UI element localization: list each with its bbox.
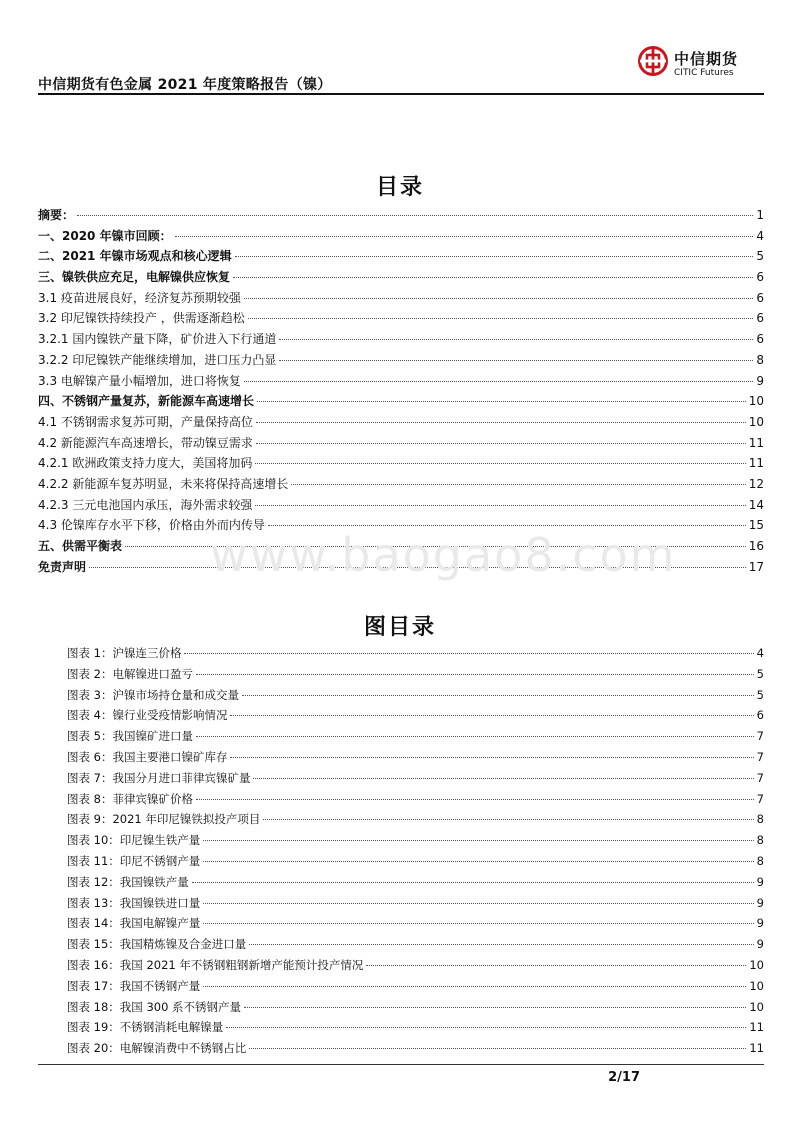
figure-entry-label[interactable]: 图表 7：我国分月进口菲律宾镍矿量 <box>67 770 251 785</box>
figure-entry[interactable] <box>67 999 764 1020</box>
figure-entry[interactable] <box>67 1040 764 1061</box>
figure-entry-label[interactable]: 图表 1：沪镍连三价格 <box>67 646 182 660</box>
dot-leader <box>203 986 746 987</box>
figure-entry[interactable] <box>67 811 764 832</box>
figure-entry-page[interactable]: 5 <box>756 687 764 702</box>
figure-entry[interactable] <box>67 957 764 978</box>
toc-entry-page[interactable]: 10 <box>748 414 764 429</box>
toc-entry-label[interactable]: 4.2 新能源汽车高速增长，带动镍豆需求 <box>38 435 253 450</box>
figure-entry[interactable] <box>67 832 764 853</box>
dot-leader <box>196 674 754 675</box>
toc-entry[interactable] <box>38 454 764 475</box>
toc-entry-page[interactable]: 6 <box>756 270 764 285</box>
dot-leader <box>226 1027 746 1028</box>
figure-entry-label[interactable]: 图表 4：镍行业受疫情影响情况 <box>67 708 228 723</box>
figure-entry[interactable] <box>67 770 764 791</box>
toc-entry[interactable] <box>38 227 764 248</box>
figure-entry[interactable] <box>67 853 764 874</box>
figure-entry-label[interactable]: 图表 10：印尼镍生铁产量 <box>67 833 201 848</box>
figure-entry-label[interactable]: 图表 2：电解镍进口盈亏 <box>67 666 193 681</box>
dot-leader <box>230 757 753 758</box>
toc-entry-label[interactable]: 4.2.3 三元电池国内承压，海外需求较强 <box>38 497 253 512</box>
dot-leader <box>77 215 753 216</box>
toc-entry[interactable] <box>38 351 764 372</box>
dot-leader <box>244 298 753 299</box>
figure-entry-page[interactable]: 9 <box>756 937 764 952</box>
toc-entry[interactable] <box>38 289 764 310</box>
dot-leader <box>257 401 746 402</box>
figure-entry[interactable] <box>67 728 764 749</box>
dot-leader <box>175 236 754 237</box>
toc-entry-page[interactable]: 17 <box>748 559 764 574</box>
toc-entry-label[interactable]: 二、2021 年镍市场观点和核心逻辑 <box>38 249 232 264</box>
dot-leader <box>203 923 753 924</box>
toc-entry-page[interactable]: 4 <box>756 228 764 243</box>
figure-entry-page[interactable]: 4 <box>756 646 764 660</box>
dot-leader <box>256 443 746 444</box>
figure-entry[interactable] <box>67 874 764 895</box>
dot-leader <box>263 819 753 820</box>
logo-name-cn: 中信期货 <box>674 50 739 68</box>
figure-entry-label[interactable]: 图表 5：我国镍矿进口量 <box>67 729 193 744</box>
toc-entry-label[interactable]: 五、供需平衡表 <box>38 539 123 553</box>
figure-entry-page[interactable]: 5 <box>756 666 764 681</box>
dot-leader <box>291 484 745 485</box>
figure-entry-label[interactable]: 图表 19：不锈钢消耗电解镍量 <box>67 1020 224 1035</box>
toc-entry-label[interactable]: 4.1 不锈钢需求复苏可期，产量保持高位 <box>38 414 253 429</box>
toc-entry-label[interactable]: 4.2.1 欧洲政策支持力度大，美国将加码 <box>38 456 253 471</box>
figure-entry-page[interactable]: 11 <box>749 1020 764 1035</box>
report-title: 中信期货有色金属 2021 年度策略报告（镍） <box>38 77 332 93</box>
figure-entry-page[interactable]: 8 <box>756 812 764 827</box>
figure-entry-page[interactable]: 7 <box>756 729 764 744</box>
dot-leader <box>256 422 746 423</box>
toc-entry-label[interactable]: 3.2 印尼镍铁持续投产 ，供需逐渐趋松 <box>38 311 245 326</box>
footer-divider <box>38 1064 764 1065</box>
toc-entry-label[interactable]: 3.2.1 国内镍铁产量下降，矿价进入下行通道 <box>38 332 277 347</box>
toc-entry-page[interactable]: 11 <box>748 435 764 450</box>
toc-entry-page[interactable]: 14 <box>748 497 764 512</box>
dot-leader <box>255 505 745 506</box>
figure-entry-page[interactable]: 8 <box>756 833 764 848</box>
figure-entry-page[interactable]: 9 <box>756 874 764 889</box>
figure-entry[interactable] <box>67 666 764 687</box>
figure-entry-page[interactable]: 7 <box>756 770 764 785</box>
dot-leader <box>235 256 754 257</box>
figure-entry[interactable] <box>67 791 764 812</box>
figure-entry[interactable] <box>67 936 764 957</box>
figure-entry-label[interactable]: 图表 14：我国电解镍产量 <box>67 916 201 931</box>
dot-leader <box>366 965 746 966</box>
page-number: 2/17 <box>608 1070 640 1085</box>
company-logo <box>638 44 760 84</box>
figure-entry-label[interactable]: 图表 20：电解镍消费中不锈钢占比 <box>67 1041 247 1056</box>
figure-entry-page[interactable]: 9 <box>756 916 764 931</box>
figure-entry-page[interactable]: 10 <box>749 978 764 993</box>
dot-leader <box>249 1048 746 1049</box>
figure-entry[interactable] <box>67 895 764 916</box>
dot-leader <box>268 525 746 526</box>
figure-entry-page[interactable]: 10 <box>749 957 764 972</box>
dot-leader <box>192 882 754 883</box>
toc-entry-page[interactable]: 16 <box>748 539 764 553</box>
toc-entry[interactable] <box>38 392 764 413</box>
toc-entry[interactable] <box>38 330 764 351</box>
dot-leader <box>230 715 753 716</box>
logo-name-en: CITIC Futures <box>674 68 734 78</box>
toc-entry[interactable] <box>38 434 764 455</box>
figure-entry-label[interactable]: 图表 15：我国精炼镍及合金进口量 <box>67 937 247 952</box>
figure-list-title: 图目录 <box>363 615 436 640</box>
toc-entry-label[interactable]: 4.3 伦镍库存水平下移，价格由外而内传导 <box>38 518 265 533</box>
toc-entry-page[interactable]: 6 <box>756 311 764 326</box>
dot-leader <box>249 944 753 945</box>
dot-leader <box>255 463 745 464</box>
toc-entry-label[interactable]: 3.2.2 印尼镍铁产能继续增加，进口压力凸显 <box>38 352 277 367</box>
dot-leader <box>196 736 754 737</box>
figure-entry-page[interactable]: 9 <box>756 895 764 910</box>
toc-entry[interactable] <box>38 247 764 268</box>
dot-leader <box>244 381 753 382</box>
figure-entry-page[interactable]: 8 <box>756 853 764 868</box>
dot-leader <box>196 799 754 800</box>
toc-entry-page[interactable]: 12 <box>748 476 764 491</box>
dot-leader <box>253 778 753 779</box>
dot-leader <box>279 360 753 361</box>
toc-entry-page[interactable]: 6 <box>756 290 764 305</box>
toc-entry-page[interactable]: 15 <box>748 518 764 533</box>
dot-leader <box>203 861 753 862</box>
table-of-contents <box>38 206 764 578</box>
toc-entry[interactable] <box>38 475 764 496</box>
figure-entry-page[interactable]: 11 <box>749 1041 764 1056</box>
figure-entry-label[interactable]: 图表 12：我国镍铁产量 <box>67 874 189 889</box>
toc-entry-label[interactable]: 摘要： <box>38 208 75 222</box>
header-divider <box>38 93 764 95</box>
toc-entry[interactable] <box>38 309 764 330</box>
dot-leader <box>233 277 753 278</box>
figure-entry-label[interactable]: 图表 8：菲律宾镍矿价格 <box>67 791 193 806</box>
figure-entry[interactable] <box>67 707 764 728</box>
toc-entry[interactable] <box>38 413 764 434</box>
toc-entry-page[interactable]: 6 <box>756 332 764 347</box>
figure-entry-page[interactable]: 10 <box>749 999 764 1014</box>
toc-entry[interactable] <box>38 372 764 393</box>
figure-entry-label[interactable]: 图表 17：我国不锈钢产量 <box>67 978 201 993</box>
toc-entry-page[interactable]: 8 <box>756 352 764 367</box>
figure-entry-label[interactable]: 图表 9：2021 年印尼镍铁拟投产项目 <box>67 812 261 827</box>
toc-entry-label[interactable]: 一、2020 年镍市回顾： <box>38 228 172 243</box>
figure-entry-label[interactable]: 图表 16：我国 2021 年不锈钢粗钢新增产能预计投产情况 <box>67 957 364 972</box>
figure-entry-label[interactable]: 图表 11：印尼不锈钢产量 <box>67 853 201 868</box>
toc-entry-label[interactable]: 3.3 电解镍产量小幅增加，进口将恢复 <box>38 373 241 388</box>
dot-leader <box>203 903 753 904</box>
page-header <box>38 38 764 94</box>
toc-entry-label[interactable]: 四、不锈钢产量复苏，新能源车高速增长 <box>38 394 255 409</box>
figure-entry[interactable] <box>67 978 764 999</box>
toc-entry-label[interactable]: 免责声明 <box>38 559 87 574</box>
figure-entry-label[interactable]: 图表 3：沪镍市场持仓量和成交量 <box>67 687 239 702</box>
dot-leader <box>279 339 753 340</box>
figure-entry[interactable] <box>67 645 764 666</box>
toc-entry-page[interactable]: 10 <box>748 394 764 409</box>
citic-logo-icon <box>638 46 668 76</box>
dot-leader <box>248 318 754 319</box>
toc-title: 目录 <box>375 175 424 200</box>
dot-leader <box>244 1007 746 1008</box>
toc-entry-label[interactable]: 4.2.2 新能源车复苏明显，未来将保持高速增长 <box>38 476 289 491</box>
watermark: www.baogao8.com <box>210 528 677 582</box>
figure-list <box>67 645 764 1061</box>
toc-entry-page[interactable]: 11 <box>748 456 764 471</box>
figure-entry-page[interactable]: 7 <box>756 749 764 764</box>
toc-entry-label[interactable]: 三、镍铁供应充足，电解镍供应恢复 <box>38 270 231 285</box>
toc-entry-page[interactable]: 9 <box>756 373 764 388</box>
dot-leader <box>242 695 754 696</box>
figure-entry-label[interactable]: 图表 13：我国镍铁进口量 <box>67 895 201 910</box>
figure-entry-label[interactable]: 图表 18：我国 300 系不锈钢产量 <box>67 999 242 1014</box>
toc-entry[interactable] <box>38 496 764 517</box>
figure-entry-page[interactable]: 6 <box>756 708 764 723</box>
figure-entry-label[interactable]: 图表 6：我国主要港口镍矿库存 <box>67 749 228 764</box>
figure-entry-page[interactable]: 7 <box>756 791 764 806</box>
dot-leader <box>184 653 753 654</box>
toc-entry-page[interactable]: 5 <box>756 249 764 264</box>
figure-entry[interactable] <box>67 749 764 770</box>
toc-entry[interactable] <box>38 268 764 289</box>
toc-entry[interactable] <box>38 206 764 227</box>
toc-entry-page[interactable]: 1 <box>756 208 764 222</box>
figure-entry[interactable] <box>67 1019 764 1040</box>
toc-entry-label[interactable]: 3.1 疫苗进展良好，经济复苏预期较强 <box>38 290 241 305</box>
figure-entry[interactable] <box>67 687 764 708</box>
dot-leader <box>203 840 753 841</box>
figure-entry[interactable] <box>67 915 764 936</box>
